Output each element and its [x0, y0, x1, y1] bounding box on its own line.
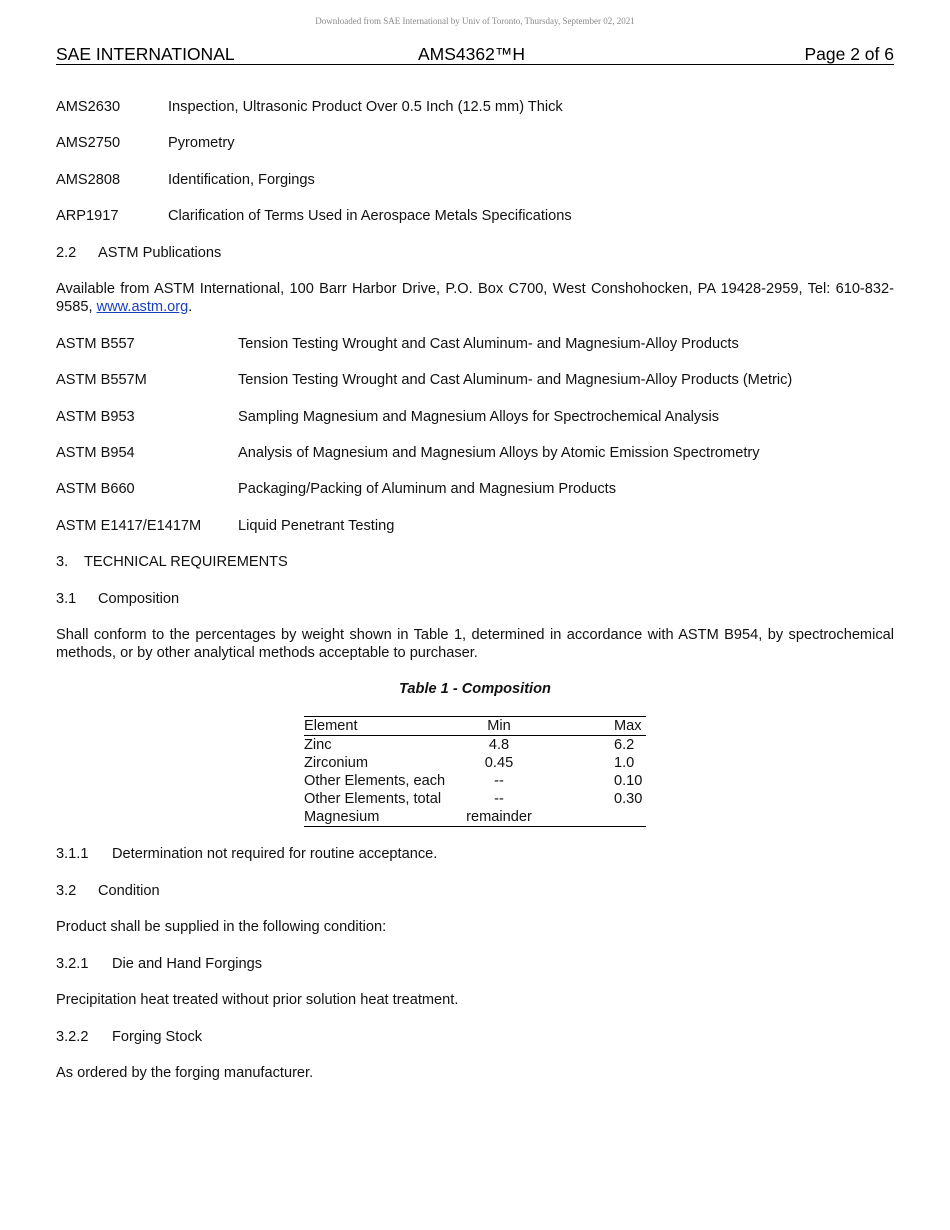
cell-element: Zirconium [304, 755, 369, 771]
section-title: Composition [98, 591, 180, 607]
header-document-number: AMS4362™H [418, 44, 525, 64]
condition-paragraph: Product shall be supplied in the following condition: [56, 919, 387, 935]
ref-code: AMS2630 [56, 99, 121, 115]
section-number: 3.2.1 [56, 956, 89, 972]
header-page-number: Page 2 of 6 [804, 44, 894, 64]
section-title: Forging Stock [112, 1029, 203, 1045]
section-number: 2.2 [56, 245, 77, 261]
cell-element: Zinc [304, 737, 332, 753]
table-row [304, 736, 646, 754]
cell-min: 0.45 [484, 755, 514, 771]
forgings-paragraph: Precipitation heat treated without prior solution heat treatment. [56, 992, 459, 1008]
ref-code: ASTM B557 [56, 336, 135, 352]
cell-element: Magnesium [304, 809, 380, 825]
ref-code: ASTM B954 [56, 445, 135, 461]
cell-min: -- [494, 791, 504, 807]
table-row [304, 754, 646, 772]
ref-title: Analysis of Magnesium and Magnesium Alloys by Atomic Emission Spectrometry [238, 445, 760, 461]
composition-paragraph: Shall conform to the percentages by weight shown in Table 1, determined in accordance with ASTM B954, by spectrochemical methods, or by other analytical methods acceptable to purchaser. [56, 627, 894, 661]
table-row [304, 772, 646, 790]
astm-availability-paragraph: Available from ASTM International, 100 Barr Harbor Drive, P.O. Box C700, West Conshohocken, PA 19428-2959, Tel: 610-832-9585, www.astm.org. [56, 281, 894, 315]
ref-title: Identification, Forgings [168, 172, 315, 188]
composition-table [304, 716, 646, 827]
ref-title: Pyrometry [168, 135, 235, 151]
cell-max: 0.30 [614, 791, 643, 807]
section-number: 3.1.1 [56, 846, 89, 862]
ref-code: ASTM B557M [56, 372, 147, 388]
ref-title: Tension Testing Wrought and Cast Aluminum- and Magnesium-Alloy Products (Metric) [238, 372, 793, 388]
cell-max: 0.10 [614, 773, 643, 789]
ref-code: ASTM E1417/E1417M [56, 518, 202, 534]
table-row [304, 790, 646, 808]
stock-paragraph: As ordered by the forging manufacturer. [56, 1065, 314, 1081]
ref-code: AMS2808 [56, 172, 121, 188]
ref-title: Liquid Penetrant Testing [238, 518, 395, 534]
cell-min: -- [494, 773, 504, 789]
section-number: 3. [56, 554, 69, 570]
header-min: Min [487, 718, 511, 734]
cell-max: 6.2 [614, 737, 635, 753]
section-title: Condition [98, 883, 160, 899]
ref-code: ARP1917 [56, 208, 119, 224]
cell-element: Other Elements, each [304, 773, 446, 789]
ref-code: ASTM B660 [56, 481, 135, 497]
header-max: Max [614, 718, 642, 734]
page-header [56, 44, 894, 65]
section-number: 3.2 [56, 883, 77, 899]
download-watermark: Downloaded from SAE International by Univ of Toronto, Thursday, September 02, 2021 [315, 16, 635, 26]
ref-title: Tension Testing Wrought and Cast Aluminum- and Magnesium-Alloy Products [238, 336, 739, 352]
ref-title: Inspection, Ultrasonic Product Over 0.5 Inch (12.5 mm) Thick [168, 99, 563, 115]
section-title: ASTM Publications [98, 245, 222, 261]
cell-max: 1.0 [614, 755, 635, 771]
section-title: TECHNICAL REQUIREMENTS [84, 554, 288, 570]
ref-title: Sampling Magnesium and Magnesium Alloys for Spectrochemical Analysis [238, 409, 720, 425]
table-title: Table 1 - Composition [399, 681, 551, 697]
astm-website-link[interactable]: www.astm.org [96, 299, 189, 315]
section-title: Determination not required for routine acceptance. [112, 846, 438, 862]
table-header-row [304, 717, 646, 736]
cell-element: Other Elements, total [304, 791, 442, 807]
ref-title: Clarification of Terms Used in Aerospace Metals Specifications [168, 208, 572, 224]
header-element: Element [304, 718, 358, 734]
section-number: 3.1 [56, 591, 77, 607]
header-organization: SAE INTERNATIONAL [56, 44, 235, 64]
cell-min: 4.8 [488, 737, 510, 753]
ref-title: Packaging/Packing of Aluminum and Magnesium Products [238, 481, 617, 497]
table-row [304, 808, 646, 826]
ref-code: ASTM B953 [56, 409, 135, 425]
cell-min: remainder [466, 809, 532, 825]
section-title: Die and Hand Forgings [112, 956, 263, 972]
ref-code: AMS2750 [56, 135, 121, 151]
section-number: 3.2.2 [56, 1029, 89, 1045]
